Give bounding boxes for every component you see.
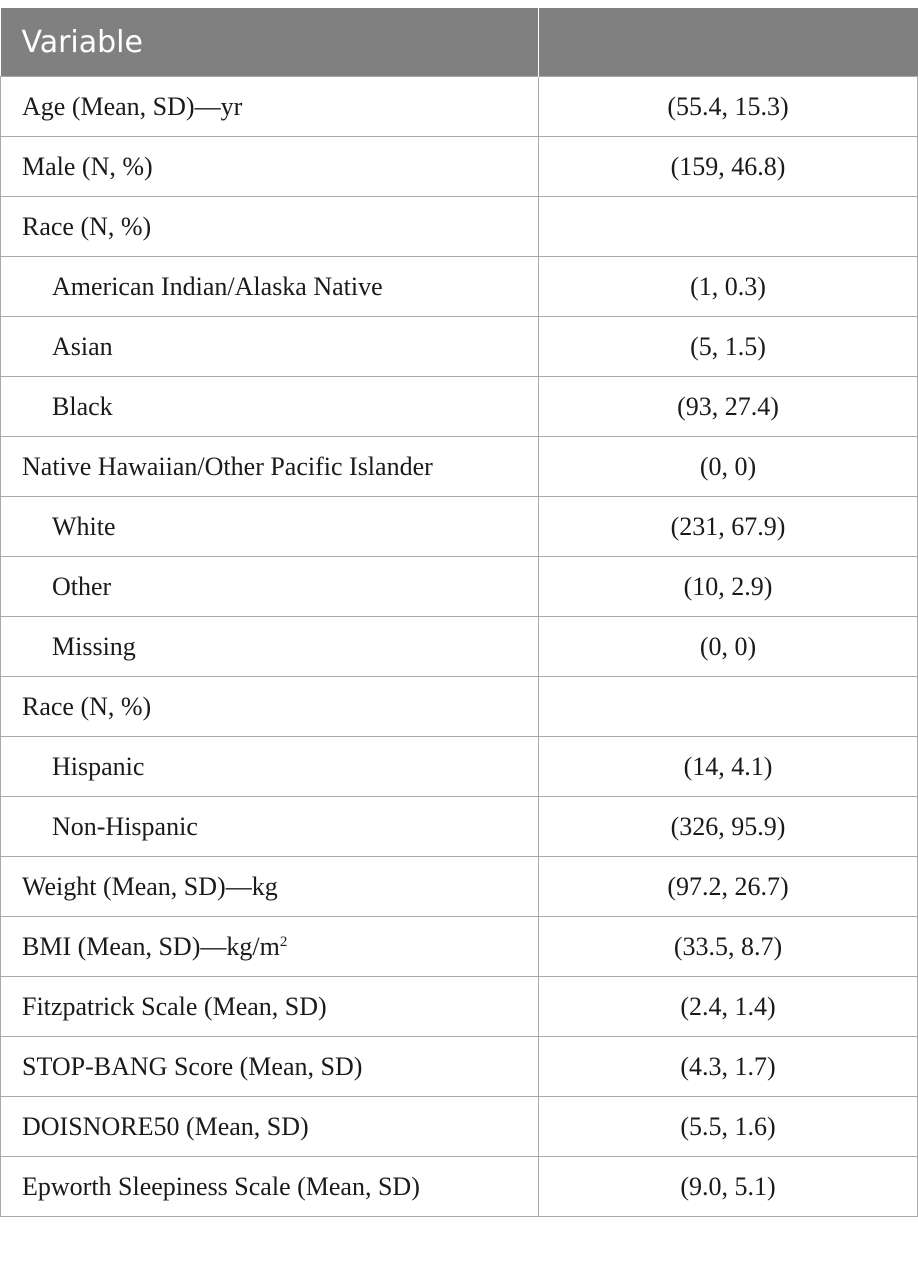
row-value: (159, 46.8): [539, 137, 918, 197]
table-row: [1, 437, 918, 497]
table-row: [1, 917, 918, 977]
table-row: [1, 497, 918, 557]
row-value: (0, 0): [539, 617, 918, 677]
header-variable: Variable: [1, 8, 539, 77]
row-label-text: BMI (Mean, SD)—kg/m: [22, 931, 280, 961]
row-value: (0, 0): [539, 437, 918, 497]
row-value: (10, 2.9): [539, 557, 918, 617]
row-value: (33.5, 8.7): [539, 917, 918, 977]
row-value: (5, 1.5): [539, 317, 918, 377]
row-value: (2.4, 1.4): [539, 977, 918, 1037]
table-row: [1, 557, 918, 617]
row-label: Asian: [1, 317, 539, 377]
table-row: [1, 857, 918, 917]
row-label: Native Hawaiian/Other Pacific Islander: [1, 437, 539, 497]
row-label: White: [1, 497, 539, 557]
table-row: [1, 977, 918, 1037]
row-label: Fitzpatrick Scale (Mean, SD): [1, 977, 539, 1037]
row-label: Non-Hispanic: [1, 797, 539, 857]
header-value: [539, 8, 918, 77]
table-row: [1, 77, 918, 137]
table-row: [1, 1157, 918, 1217]
table-row: [1, 1037, 918, 1097]
table-row: [1, 377, 918, 437]
row-label: American Indian/Alaska Native: [1, 257, 539, 317]
table-row: [1, 797, 918, 857]
row-label: Black: [1, 377, 539, 437]
superscript: 2: [279, 933, 288, 950]
row-label: Race (N, %): [1, 197, 539, 257]
row-label: Epworth Sleepiness Scale (Mean, SD): [1, 1157, 539, 1217]
table-row: [1, 197, 918, 257]
row-label: Age (Mean, SD)—yr: [1, 77, 539, 137]
table-row: [1, 137, 918, 197]
row-value: [539, 677, 918, 737]
row-value: (1, 0.3): [539, 257, 918, 317]
row-label: STOP-BANG Score (Mean, SD): [1, 1037, 539, 1097]
row-value: (97.2, 26.7): [539, 857, 918, 917]
row-label: Weight (Mean, SD)—kg: [1, 857, 539, 917]
row-value: [539, 197, 918, 257]
table-row: [1, 737, 918, 797]
table-row: [1, 317, 918, 377]
table-row: [1, 617, 918, 677]
table-header-row: [1, 8, 918, 77]
row-value: (326, 95.9): [539, 797, 918, 857]
table-row: [1, 677, 918, 737]
row-value: (231, 67.9): [539, 497, 918, 557]
row-label: DOISNORE50 (Mean, SD): [1, 1097, 539, 1157]
demographics-table: [0, 8, 918, 1217]
row-value: (4.3, 1.7): [539, 1037, 918, 1097]
row-value: (14, 4.1): [539, 737, 918, 797]
row-label-bmi: [1, 917, 539, 977]
table-row: [1, 1097, 918, 1157]
table-row: [1, 257, 918, 317]
row-value: (9.0, 5.1): [539, 1157, 918, 1217]
row-label: Male (N, %): [1, 137, 539, 197]
row-value: (5.5, 1.6): [539, 1097, 918, 1157]
row-label: Hispanic: [1, 737, 539, 797]
row-value: (93, 27.4): [539, 377, 918, 437]
row-value: (55.4, 15.3): [539, 77, 918, 137]
row-label: Race (N, %): [1, 677, 539, 737]
row-label: Other: [1, 557, 539, 617]
row-label: Missing: [1, 617, 539, 677]
